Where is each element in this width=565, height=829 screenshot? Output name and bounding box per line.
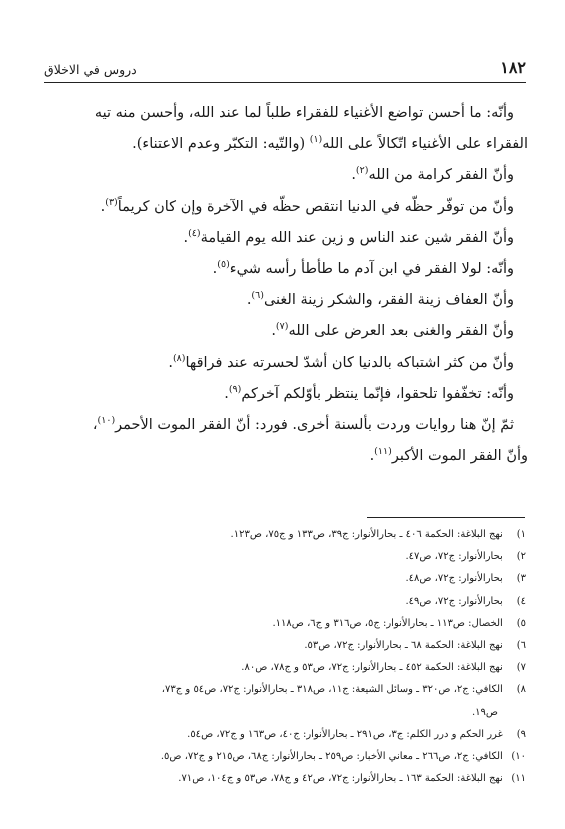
body-line-text: وأنّ العفاف زينة الفقر، والشكر زينة الغنى: [263, 292, 514, 309]
body-line: [38, 379, 528, 410]
body-line-text: وأنّ الفقر شين عند الناس و زين عند الله يوم القيامة: [200, 229, 514, 246]
body-line: [38, 98, 528, 129]
footnote: [40, 613, 526, 635]
footnote-ref: (١٠): [97, 415, 116, 427]
footnote-text: بحارالأنوار: ج٧٢، ص٤٨.: [405, 573, 503, 585]
body-line-text: وأنّ الفقر كرامة من الله: [368, 167, 514, 184]
footnote-text: بحارالأنوار: ج٧٢، ص٤٩.: [405, 595, 503, 607]
body-line: [38, 129, 528, 160]
footnote-ref: (١١): [374, 446, 392, 458]
footnote: [40, 724, 526, 746]
footnote-ref: (٨): [172, 352, 186, 364]
footnote: [40, 768, 526, 790]
body-line-tail: .: [212, 260, 218, 277]
footnote: [40, 746, 526, 768]
footnote-number: ١١): [511, 773, 526, 785]
footnote-ref: (٣): [105, 196, 118, 208]
footnote-ref: (٥): [217, 259, 230, 271]
footnote: [40, 591, 526, 613]
footnote-text: الكافي: ج٢، ص٣٢٠ ـ وسائل الشيعة: ج١١، ص٣١٨ ـ بحارالأنوار: ج٧٢، ص٥٤ و ج٧٣،: [161, 684, 503, 696]
footnote-ref: (٦): [251, 290, 264, 302]
body-line-text: ثمّ إنّ هنا روايات وردت بألسنة أخرى. فورد: أنّ الفقر الموت الأحمر: [115, 416, 514, 433]
footnote-text: نهج البلاغة: الحكمة ٦٨ ـ بحارالأنوار: ج٧٢، ص٥٣.: [304, 639, 503, 651]
body-line-tail: .: [246, 292, 252, 309]
footnote-text: غرر الحكم و درر الكلم: ج٣، ص٢٩١ ـ بحارالأنوار: ج٤٠، ص١٦٣ و ج٧٢، ص٥٤.: [187, 728, 503, 740]
page-header: [44, 58, 526, 83]
footnote-number: ٧): [516, 662, 526, 674]
footnote-number: ٢): [516, 551, 526, 563]
footnote-text: نهج البلاغة: الحكمة ١٦٣ ـ بحارالأنوار: ج٧٢، ص٤٢ و ج٧٨، ص٥٣ و ج١٠٤، ص٧١.: [178, 773, 503, 785]
footnote-number: ٥): [516, 617, 526, 629]
body-line: [38, 410, 528, 441]
body-line: [38, 285, 528, 316]
body-line: [38, 316, 528, 347]
footnotes: [40, 524, 526, 790]
body-line: [38, 441, 528, 472]
body-line-tail: (والتّيه: التكبّر وعدم الاعتناء).: [132, 136, 310, 153]
body-line-tail: .: [351, 167, 356, 184]
footnote-ref: (٩): [228, 383, 242, 395]
body-line-text: وأنّه: تخفّفوا تلحقوا، فإنّما ينتظر بأوّلكم آخركم: [241, 385, 514, 402]
footnote-ref: (٧): [275, 321, 289, 333]
footnote-text: ص١٩.: [471, 706, 498, 718]
running-title: دروس في الاخلاق: [44, 62, 137, 77]
body-line-text: وأنّ الفقر الموت الأكبر: [391, 448, 528, 465]
body-line-tail: .: [224, 385, 229, 402]
body-line-tail: .: [100, 198, 106, 215]
body-line-text: الفقراء على الأغنياء اتّكالاً على الله: [322, 136, 528, 153]
body-line: [38, 254, 528, 285]
body-line: [38, 348, 528, 379]
footnote-number: ٤): [516, 595, 526, 607]
footnote-text: نهج البلاغة: الحكمة ٤٠٦ ـ بحارالأنوار: ج٣٩، ص١٣٣ و ج٧٥، ص١٢٣.: [230, 529, 503, 540]
footnote: [40, 657, 526, 679]
body-line-tail: .: [271, 323, 276, 340]
body-line-text: وأنّه: ما أحسن تواضع الأغنياء للفقراء طلباً لما عند الله، وأحسن منه تيه: [94, 105, 514, 121]
body-line-tail: .: [168, 354, 173, 371]
body-line-text: وأنّ الفقر والغنى بعد العرض على الله: [288, 323, 514, 340]
footnote-number: ٨): [516, 684, 526, 696]
footnote-number: ١): [516, 529, 526, 540]
footnote: [40, 635, 526, 657]
footnote-number: ٦): [516, 639, 526, 651]
footnote-ref: (٢): [355, 165, 369, 177]
body-line: [38, 223, 528, 254]
footnote-divider: [367, 517, 525, 518]
footnote: [40, 568, 526, 590]
body-line: [38, 160, 528, 191]
body-line-text: وأنّ من كثر اشتباكه بالدنيا كان أشدّ لحسرته عند فراقها: [185, 354, 514, 371]
body-line-text: وأنّ من توفّر حظّه في الدنيا انتقص حظّه في الآخرة وإن كان كريماً: [117, 198, 514, 215]
footnote: [40, 679, 526, 701]
footnote: [40, 546, 526, 568]
body-line: [38, 192, 528, 223]
footnote-text: بحارالأنوار: ج٧٢، ص٤٧.: [405, 551, 503, 563]
footnote-ref: (١): [309, 134, 323, 146]
body-text: [38, 98, 528, 472]
footnote: [40, 524, 526, 546]
body-line-tail: ،: [92, 416, 98, 433]
body-line-tail: .: [369, 448, 375, 465]
footnote-continuation: [40, 702, 526, 724]
footnote-number: ٣): [516, 573, 526, 585]
footnote-number: ٩): [516, 728, 526, 740]
footnote-text: الخصال: ص١١٣ ـ بحارالأنوار: ج٥، ص٣١٦ و ج٦، ص١١٨.: [272, 617, 503, 629]
footnote-text: الكافي: ج٢، ص٢٦٦ ـ معاني الأخبار: ص٢٥٩ ـ بحارالأنوار: ج٦٨، ص٢١٥ و ج٧٢، ص٥.: [160, 750, 503, 762]
footnote-ref: (٤): [188, 227, 201, 239]
body-line-tail: .: [183, 229, 189, 246]
body-line-text: وأنّه: لولا الفقر في ابن آدم ما طأطأ رأسه شيء: [229, 260, 514, 277]
footnote-number: ١٠): [511, 750, 526, 762]
footnote-text: نهج البلاغة: الحكمة ٤٥٢ ـ بحارالأنوار: ج٧٢، ص٥٣ و ج٧٨، ص٨٠.: [241, 662, 503, 674]
page-number: ١٨٢: [500, 58, 526, 77]
